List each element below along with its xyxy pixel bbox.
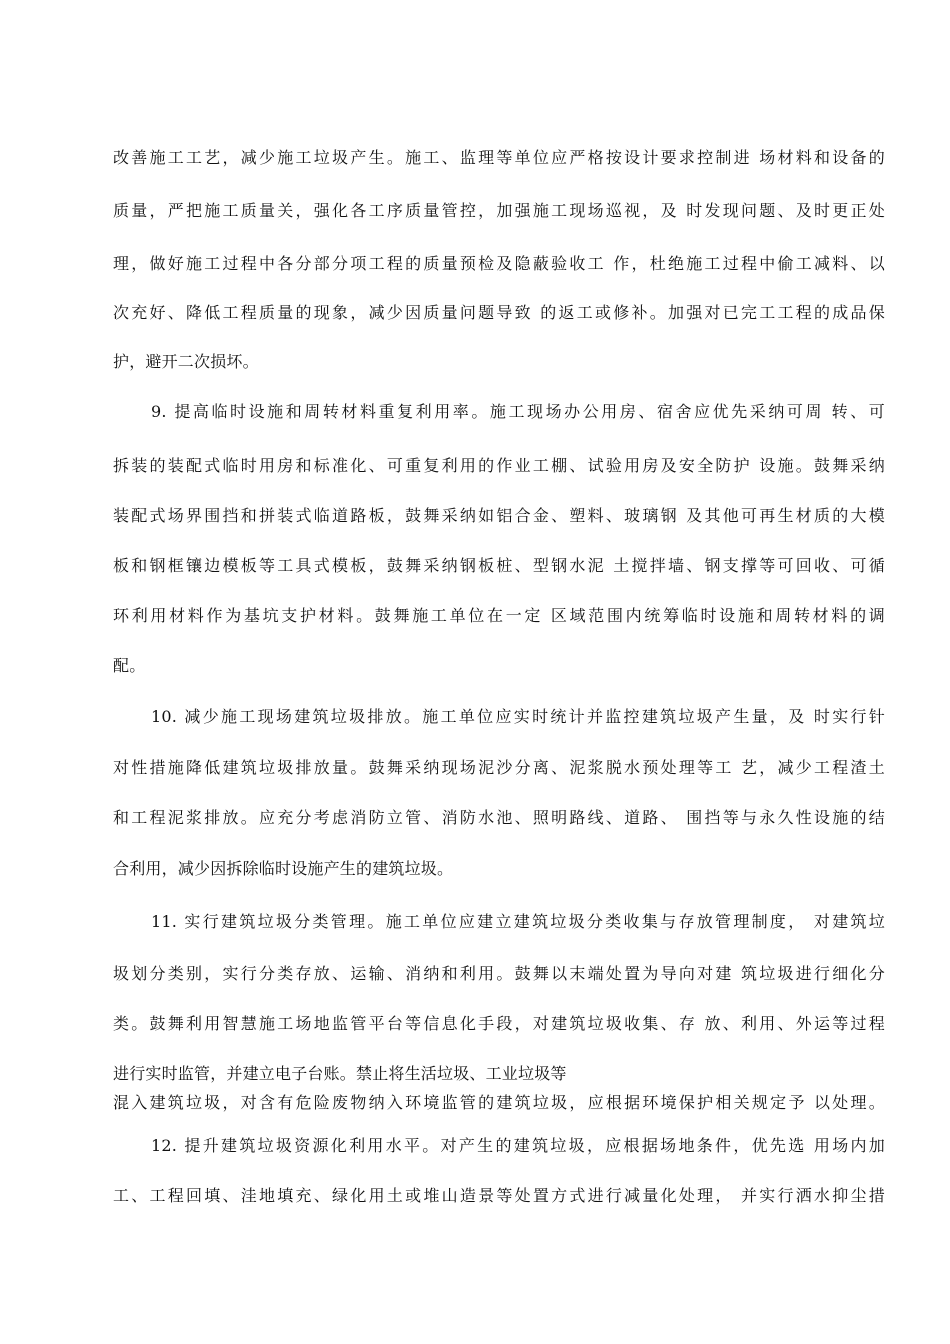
paragraph-line: 和工程泥浆排放。应充分考虑消防立管、消防水池、照明路线、道路、 围挡等与永久性设施的结 xyxy=(113,808,885,827)
paragraph-line: 对性措施降低建筑垃圾排放量。鼓舞采纳现场泥沙分离、泥浆脱水预处理等工 艺，减少工程渣土 xyxy=(113,758,885,777)
paragraph-line: 板和钢框镶边模板等工具式模板，鼓舞采纳钢板桩、型钢水泥 土搅拌墙、钢支撑等可回收、可循 xyxy=(113,556,885,575)
paragraph-line: 混入建筑垃圾，对含有危险废物纳入环境监管的建筑垃圾，应根据环境保护相关规定予 以处理。 xyxy=(113,1093,885,1112)
paragraph-line: 配。 xyxy=(113,656,146,675)
paragraph-line: 理，做好施工过程中各分部分项工程的质量预检及隐蔽验收工 作，杜绝施工过程中偷工减料、以 xyxy=(113,254,885,273)
paragraph-line: 环利用材料作为基坑支护材料。鼓舞施工单位在一定 区域范围内统筹临时设施和周转材料的调 xyxy=(113,606,885,625)
paragraph-line: 12. 提升建筑垃圾资源化利用水平。对产生的建筑垃圾，应根据场地条件，优先选 用场内加 xyxy=(151,1136,885,1155)
paragraph-line: 进行实时监管，并建立电子台账。禁止将生活垃圾、工业垃圾等 xyxy=(113,1064,567,1083)
paragraph-line: 装配式场界围挡和拼装式临道路板，鼓舞采纳如铝合金、塑料、玻璃钢 及其他可再生材质的大模 xyxy=(113,506,885,525)
paragraph-line: 改善施工工艺，减少施工垃圾产生。施工、监理等单位应严格按设计要求控制进 场材料和设备的 xyxy=(113,148,885,167)
paragraph-line: 合利用，减少因拆除临时设施产生的建筑垃圾。 xyxy=(113,859,454,878)
paragraph-line: 圾划分类别，实行分类存放、运输、消纳和利用。鼓舞以末端处置为导向对建 筑垃圾进行细化分 xyxy=(113,964,885,983)
paragraph-line: 次充好、降低工程质量的现象，减少因质量问题导致 的返工或修补。加强对已完工工程的成品保 xyxy=(113,303,885,322)
paragraph-line: 9. 提高临时设施和周转材料重复利用率。施工现场办公用房、宿舍应优先采纳可周 转、可 xyxy=(151,402,885,421)
paragraph-line: 护，避开二次损坏。 xyxy=(113,352,259,371)
paragraph-line: 拆装的装配式临时用房和标准化、可重复利用的作业工棚、试验用房及安全防护 设施。鼓舞采纳 xyxy=(113,456,885,475)
paragraph-line: 11. 实行建筑垃圾分类管理。施工单位应建立建筑垃圾分类收集与存放管理制度， 对建筑垃 xyxy=(151,912,885,931)
paragraph-line: 类。鼓舞利用智慧施工场地监管平台等信息化手段，对建筑垃圾收集、存 放、利用、外运等过程 xyxy=(113,1014,885,1033)
paragraph-line: 10. 减少施工现场建筑垃圾排放。施工单位应实时统计并监控建筑垃圾产生量，及 时实行针 xyxy=(151,707,885,726)
paragraph-line: 质量，严把施工质量关，强化各工序质量管控，加强施工现场巡视，及 时发现问题、及时更正处 xyxy=(113,201,885,220)
paragraph-line: 工、工程回填、洼地填充、绿化用土或堆山造景等处置方式进行减量化处理， 并实行洒水抑尘措 xyxy=(113,1186,885,1205)
